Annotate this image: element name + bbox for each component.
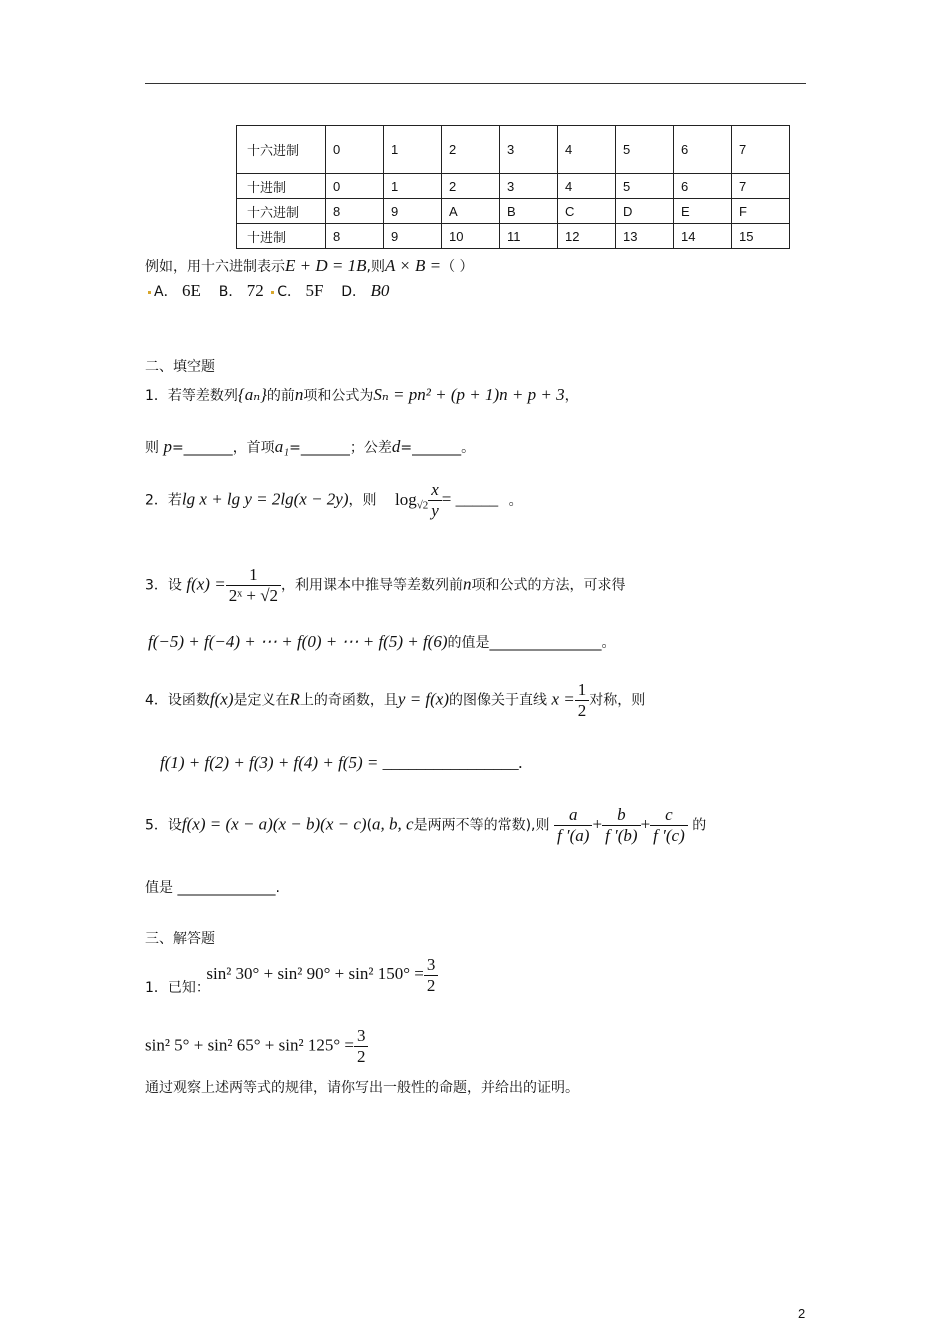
- table-cell: F: [732, 199, 790, 224]
- question-3-sum: f(−5) + f(−4) + ⋯ + f(0) + ⋯ + f(5) + f(6)的值是________________。: [148, 632, 616, 651]
- table-row-header: 十六进制: [237, 199, 326, 224]
- question-2: 2．若lg x + lg y = 2lg(x − 2y)，则 $\log_{√2}$ $\frac{x}{y}$ = _____ 。: [145, 480, 523, 520]
- answer-blank[interactable]: =_______: [400, 440, 462, 456]
- solve-1-eq1: 1．已知： sin² 30° + sin² 90° + sin² 150° = $\frac{3}{2}$: [145, 955, 438, 997]
- table-cell: 0: [326, 126, 384, 174]
- table-cell: E: [674, 199, 732, 224]
- option-c-label: C．: [277, 284, 302, 300]
- table-cell: C: [558, 199, 616, 224]
- table-cell: B: [500, 199, 558, 224]
- answer-blank[interactable]: =_______: [289, 440, 350, 456]
- fraction: $\frac{3}{2}$: [424, 955, 439, 996]
- question-5-answer: 值是 ______________.: [145, 880, 280, 896]
- table-cell: D: [616, 199, 674, 224]
- table-row-header: 十六进制: [237, 126, 326, 174]
- table-cell: 6: [674, 126, 732, 174]
- table-row-header: 十进制: [237, 174, 326, 199]
- question-4: 4．设函数f(x)是定义在R上的奇函数，且y = f(x)的图像关于直线 x = $\frac{1}{2}$ 对称，则: [145, 680, 646, 720]
- table-cell: 5: [616, 174, 674, 199]
- option-b-label: B．: [218, 284, 243, 300]
- table-row-header: 十进制: [237, 224, 326, 249]
- table-cell: 5: [616, 126, 674, 174]
- question-1-answers: 则 p=_______，首项a₁=_______；公差d=_______。: [145, 437, 476, 456]
- section-title-solve: 三、解答题: [145, 931, 215, 947]
- example-line: 例如，用十六进制表示E + D = 1B,则A × B =（ ）: [145, 256, 474, 275]
- table-cell: 13: [616, 224, 674, 249]
- question-5: 5．设f(x) = (x − a)(x − b)(x − c)(a, b, c是两两不等的常数),则 $\frac{a}{f '(a)}$ + $\frac{b}{f '(b)}$ + $\frac{c}{f '(c)}$ 的: [145, 805, 707, 845]
- fraction: $\frac{3}{2}$: [354, 1026, 369, 1067]
- table-cell: 2: [442, 174, 500, 199]
- table-cell: 4: [558, 174, 616, 199]
- table-cell: 2: [442, 126, 500, 174]
- solve-1-eq2: sin² 5° + sin² 65° + sin² 125° = $\frac{3}{2}$: [145, 1026, 368, 1067]
- fraction: $\frac{b}{f '(b)}$: [602, 805, 641, 846]
- fraction: $\frac{1}{\text{2ˣ + √2}}$: [226, 565, 281, 606]
- fraction: $\frac{1}{2}$: [575, 680, 590, 721]
- table-cell: 1: [384, 126, 442, 174]
- table-row: [237, 224, 790, 249]
- table-row: [237, 199, 790, 224]
- header-rule: [145, 83, 806, 84]
- fraction: $\frac{a}{f '(a)}$: [554, 805, 593, 846]
- table-cell: 7: [732, 174, 790, 199]
- option-a-label: A．: [154, 284, 178, 300]
- table-row: [237, 174, 790, 199]
- fraction: $\frac{c}{f '(c)}$: [650, 805, 688, 846]
- table-cell: A: [442, 199, 500, 224]
- solve-1-instruction: 通过观察上述两等式的规律，请你写出一般性的命题，并给出的证明。: [145, 1080, 579, 1096]
- question-1: 1．若等差数列{aₙ}的前n项和公式为Sₙ = pn² + (p + 1)n + p + 3，: [145, 385, 579, 404]
- section-title-fill-in: 二、填空题: [145, 359, 215, 375]
- table-cell: 3: [500, 126, 558, 174]
- table-cell: 3: [500, 174, 558, 199]
- table-cell: 12: [558, 224, 616, 249]
- question-3: 3．设 f(x) = $\frac{1}{\text{2ˣ + √2}}$ ，利用课本中推导等差数列前n项和公式的方法，可求得: [145, 565, 626, 605]
- answer-blank[interactable]: =_______: [171, 440, 233, 456]
- table-cell: 0: [326, 174, 384, 199]
- table-cell: 4: [558, 126, 616, 174]
- table-cell: 8: [326, 199, 384, 224]
- marker-dot-icon: [271, 291, 274, 294]
- table-cell: 1: [384, 174, 442, 199]
- question-4-sum: f(1) + f(2) + f(3) + f(4) + f(5) = ________________.: [160, 753, 523, 772]
- table-cell: 11: [500, 224, 558, 249]
- hex-conversion-table: [236, 125, 790, 249]
- table-cell: 7: [732, 126, 790, 174]
- table-row: [237, 126, 790, 174]
- table-cell: 6: [674, 174, 732, 199]
- table-cell: 9: [384, 199, 442, 224]
- table-cell: 14: [674, 224, 732, 249]
- table-cell: 9: [384, 224, 442, 249]
- option-d-label: D．: [341, 284, 367, 300]
- table-cell: 10: [442, 224, 500, 249]
- table-cell: 8: [326, 224, 384, 249]
- fraction: $\frac{x}{y}$: [428, 480, 442, 521]
- page-number: 2: [798, 1306, 806, 1321]
- example-options: A． 6E B． 72 C． 5F D． B0: [145, 281, 389, 301]
- table-cell: 15: [732, 224, 790, 249]
- marker-dot-icon: [148, 291, 151, 294]
